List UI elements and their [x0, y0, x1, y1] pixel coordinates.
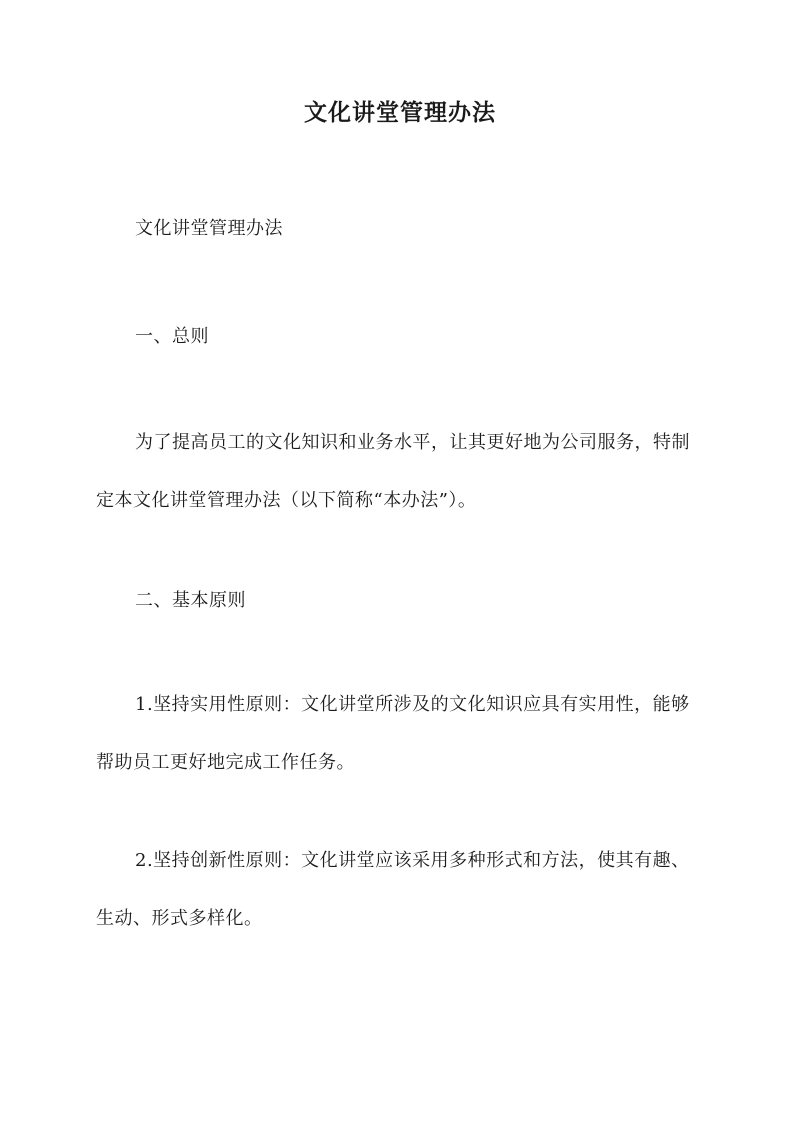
document-subtitle — [96, 200, 706, 258]
paragraph-principle-innovation — [96, 832, 706, 948]
paragraph-line: 2.坚持创新性原则：文化讲堂应该采用多种形式和方法，使其有趣、 — [135, 850, 690, 871]
paragraph-line: 为了提高员工的文化知识和业务水平，让其更好地为公司服务，特制 — [135, 432, 690, 453]
paragraph-general-purpose — [96, 414, 706, 530]
paragraph-line: 帮助员工更好地完成工作任务。 — [96, 752, 355, 773]
paragraph-line: 生动、形式多样化。 — [96, 908, 263, 929]
paragraph-line: 定本文化讲堂管理办法（以下简称“本办法”）。 — [96, 490, 477, 511]
paragraph-line: 文化讲堂管理办法 — [135, 218, 283, 239]
paragraph-line: 1.坚持实用性原则：文化讲堂所涉及的文化知识应具有实用性，能够 — [135, 694, 690, 715]
paragraph-line: 二、基本原则 — [135, 590, 246, 611]
paragraph-principle-practicality — [96, 676, 706, 792]
document-title: 文化讲堂管理办法 — [304, 99, 496, 126]
paragraph-line: 一、总则 — [135, 326, 209, 347]
section-heading-principles — [96, 572, 706, 630]
section-heading-general — [96, 308, 706, 366]
